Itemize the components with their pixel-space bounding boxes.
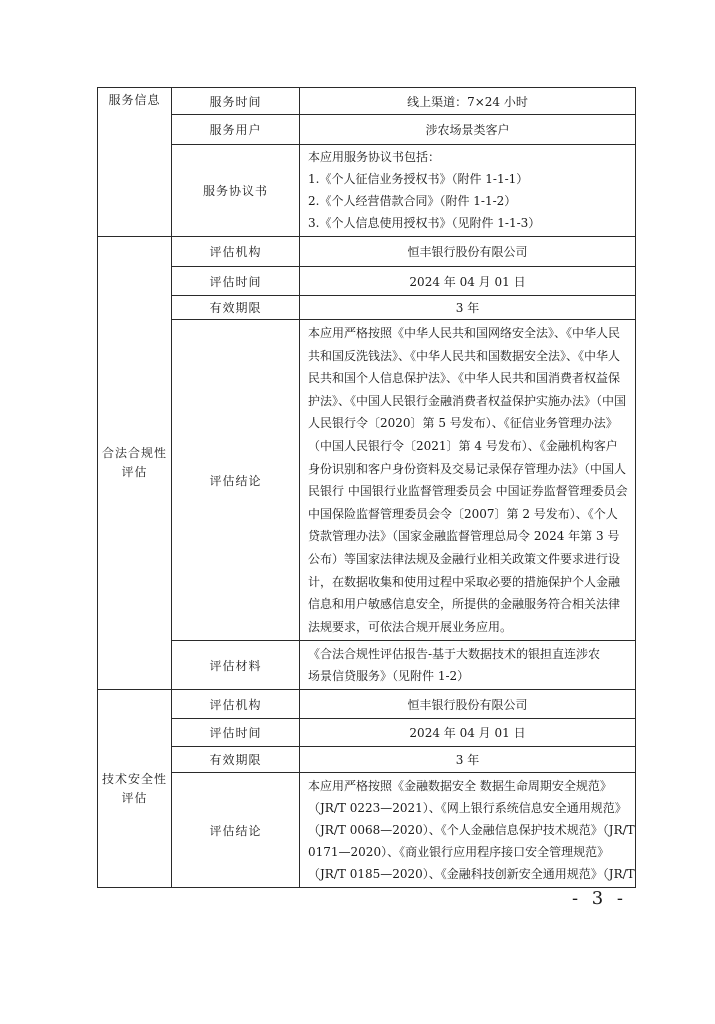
tech-conclusion-line: （JR/T 0223—2021）、《网上银行系统信息安全通用规范》 [308, 801, 627, 816]
value-legal-time: 2024 年 04 月 01 日 [300, 267, 636, 296]
value-tech-time: 2024 年 04 月 01 日 [300, 719, 636, 747]
agreement-line: 本应用服务协议书包括： [308, 150, 441, 164]
value-legal-institution: 恒丰银行股份有限公司 [300, 237, 636, 267]
label-legal-conclusion: 评估结论 [172, 320, 300, 641]
label-service-agreement: 服务协议书 [172, 145, 300, 237]
label-legal-validity: 有效期限 [172, 296, 300, 320]
tech-conclusion-line: 本应用严格按照《金融数据安全 数据生命周期安全规范》 [308, 779, 612, 794]
value-tech-conclusion [300, 773, 636, 888]
value-tech-validity: 3 年 [300, 747, 636, 773]
row-tech-institution [98, 690, 636, 719]
row-legal-time [98, 267, 636, 296]
agreement-line: 2.《个人经营借款合同》（附件 1-1-2） [308, 194, 517, 208]
label-service-users: 服务用户 [172, 115, 300, 145]
label-tech-time: 评估时间 [172, 719, 300, 747]
label-tech-conclusion: 评估结论 [172, 773, 300, 888]
row-legal-conclusion [98, 320, 636, 641]
row-legal-institution [98, 237, 636, 267]
category-legal-compliance: 合法合规性评估 [98, 237, 172, 690]
label-service-time: 服务时间 [172, 88, 300, 115]
value-tech-institution: 恒丰银行股份有限公司 [300, 690, 636, 719]
row-tech-validity [98, 747, 636, 773]
row-tech-conclusion [98, 773, 636, 888]
value-legal-validity: 3 年 [300, 296, 636, 320]
materials-line: 《合法合规性评估报告-基于大数据技术的银担直连涉农 [308, 647, 601, 662]
tech-conclusion-line: 0171—2020）、《商业银行应用程序接口安全管理规范》 [308, 845, 610, 860]
agreement-line: 3.《个人信息使用授权书》（见附件 1-1-3） [308, 216, 541, 230]
label-legal-institution: 评估机构 [172, 237, 300, 267]
label-legal-time: 评估时间 [172, 267, 300, 296]
label-tech-institution: 评估机构 [172, 690, 300, 719]
tech-conclusion-line: （JR/T 0185—2020）、《金融科技创新安全通用规范》（JR/T [308, 867, 635, 882]
row-legal-materials [98, 641, 636, 690]
row-service-agreement [98, 145, 636, 237]
row-legal-validity [98, 296, 636, 320]
value-legal-conclusion: 本应用严格按照《中华人民共和国网络安全法》、《中华人民共和国反洗钱法》、《中华人民共和国数据安全法》、《中华人民共和国个人信息保护法》、《中华人民共和国消费者权益保护法》、《中国人民银行金融消费者权益保护实施办法》（中国人民银行令〔2020〕第 5 号发布）、《征信业务管理办法》（中国人民银行令〔2021〕第 4 号发布）、《金融机构客户身份识别和客户身份资料及交易记录保存管理办法》（中国人民银行 中国银行业监督管理委员会 中国证券监督管理委员会 中国保险监督管理委员会令〔2007〕第 2 号发布）、《个人贷款管理办法》（国家金融监督管理总局令 2024 年第 3 号公布）等国家法律法规及金融行业相关政策文件要求进行设计，在数据收集和使用过程中采取必要的措施保护个人金融信息和用户敏感信息安全，所提供的金融服务符合相关法律法规要求，可依法合规开展业务应用。 [300, 320, 636, 641]
label-tech-validity: 有效期限 [172, 747, 300, 773]
value-legal-materials [300, 641, 636, 690]
value-service-time: 线上渠道：7×24 小时 [300, 88, 636, 115]
label-legal-materials: 评估材料 [172, 641, 300, 690]
row-tech-time [98, 719, 636, 747]
evaluation-table [97, 87, 636, 888]
category-service-info: 服务信息 [98, 88, 172, 237]
value-service-agreement [300, 145, 636, 237]
tech-conclusion-line: （JR/T 0068—2020）、《个人金融信息保护技术规范》（JR/T [308, 823, 635, 838]
category-tech-security: 技术安全性评估 [98, 690, 172, 888]
materials-line: 场景信贷服务》（见附件 1-2） [308, 669, 470, 684]
page-number: - 3 - [571, 888, 627, 909]
agreement-line: 1.《个人征信业务授权书》（附件 1-1-1） [308, 172, 529, 186]
row-service-users [98, 115, 636, 145]
value-service-users: 涉农场景类客户 [300, 115, 636, 145]
row-service-time [98, 88, 636, 115]
